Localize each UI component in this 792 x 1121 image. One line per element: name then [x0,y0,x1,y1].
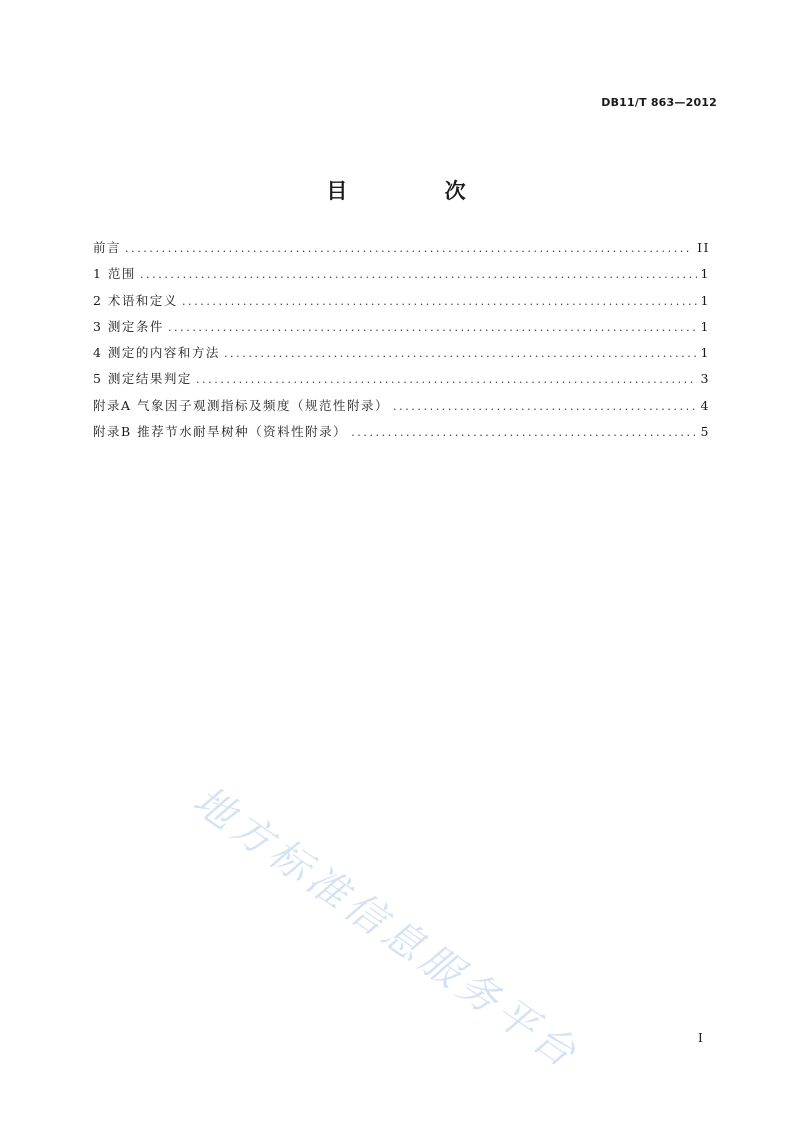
toc-item-page: 5 [700,424,710,440]
toc-item-conditions[interactable] [93,317,710,343]
toc-item-label: 2 术语和定义 [93,292,178,308]
toc-leader-dots [168,321,697,334]
toc-leader-dots [196,373,697,386]
toc-item-label: 1 范围 [93,266,136,282]
toc-item-appendix-a[interactable] [93,396,710,422]
toc-leader-dots [140,268,697,281]
toc-leader-dots [224,347,697,360]
page-number: I [698,1031,703,1045]
toc-item-label: 5 测定结果判定 [93,371,192,387]
toc-item-label: 前言 [93,240,122,255]
toc-leader-dots [351,426,696,439]
toc-item-page: 1 [700,318,710,334]
toc-item-page: II [697,240,710,255]
toc-item-page: 1 [700,266,710,282]
document-code: DB11/T 863—2012 [601,96,717,109]
toc-leader-dots [182,295,697,308]
toc-item-label: 4 测定的内容和方法 [93,345,220,361]
toc-item-foreword[interactable] [93,238,710,264]
watermark: 地方标准信息服务平台 [184,777,588,1080]
toc-item-label: 3 测定条件 [93,318,164,334]
toc-item-page: 1 [700,345,710,361]
toc-item-appendix-b[interactable] [93,422,710,448]
toc-item-evaluation[interactable] [93,369,710,395]
toc-item-page: 4 [700,397,710,413]
toc-item-label: 附录B 推荐节水耐旱树种（资料性附录） [93,424,348,440]
toc-leader-dots [393,400,697,413]
page-title: 目 次 [326,179,511,203]
toc-item-page: 1 [700,292,710,308]
toc-item-terms[interactable] [93,291,710,317]
toc-item-methods[interactable] [93,343,710,369]
toc-item-label: 附录A 气象因子观测指标及频度（规范性附录） [93,397,390,413]
toc-item-page: 3 [700,371,710,387]
toc-leader-dots [125,242,693,255]
toc-item-scope[interactable] [93,264,710,290]
table-of-contents [93,238,710,448]
